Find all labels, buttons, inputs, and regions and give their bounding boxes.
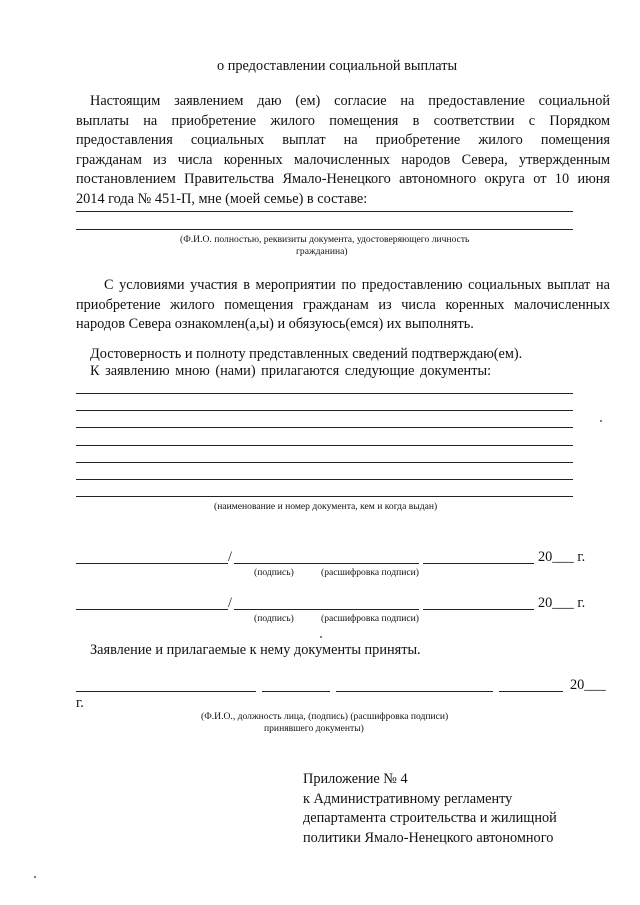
- signature-decode-caption: (расшифровка подписи): [321, 567, 419, 578]
- document-blank-line[interactable]: [76, 496, 573, 497]
- conditions-paragraph: [76, 276, 610, 335]
- document-blank-line[interactable]: [76, 479, 573, 480]
- scan-speck: [320, 636, 322, 638]
- conditions-line: С условиями участия в мероприятии по предоставлению социальных выплат на: [104, 277, 610, 293]
- accepted-statement: Заявление и прилагаемые к нему документы приняты.: [90, 642, 421, 658]
- appendix-line: Приложение № 4: [303, 771, 408, 787]
- attached-documents-heading: К заявлению мною (нами) прилагаются следующие документы:: [90, 363, 492, 379]
- consent-line: предоставления социальных выплат на приобретение жилого помещения: [76, 132, 610, 148]
- appendix-line: департамента строительства и жилищной: [303, 810, 557, 826]
- family-caption: гражданина): [296, 246, 348, 257]
- accepted-year-suffix: г.: [76, 695, 84, 711]
- document-blank-line[interactable]: [76, 445, 573, 446]
- accepted-date-blank[interactable]: [499, 691, 563, 692]
- conditions-line: народов Севера ознакомлен(а,ы) и обязуюсь(емся) их выполнять.: [76, 316, 474, 332]
- appendix-line: политики Ямало-Ненецкого автономного: [303, 829, 554, 846]
- accepted-year: 20___: [570, 677, 606, 693]
- family-blank-line[interactable]: [76, 211, 573, 212]
- document-blank-line[interactable]: [76, 410, 573, 411]
- consent-line: гражданам из числа коренных малочисленных народов Севера, утвержденным: [76, 151, 610, 168]
- reliability-statement: Достоверность и полноту представленных сведений подтверждаю(ем).: [90, 346, 523, 362]
- consent-line: постановлением Правительства Ямало-Ненецкого автономного округа от 10 июня: [76, 171, 610, 187]
- signature-year: 20___ г.: [538, 595, 586, 611]
- scan-speck: [34, 876, 36, 878]
- consent-line: 2014 года № 451-П, мне (моей семье) в составе:: [76, 190, 368, 207]
- signature-decode-blank[interactable]: [234, 609, 419, 610]
- consent-paragraph: [76, 92, 610, 209]
- signature-blank[interactable]: [76, 609, 228, 610]
- consent-line: выплаты на приобретение жилого помещения в соответствии с Порядком: [76, 112, 610, 129]
- accepted-position-blank[interactable]: [262, 691, 330, 692]
- consent-line: Настоящим заявлением даю (ем) согласие на предоставление социальной: [90, 93, 610, 109]
- signature-caption: (подпись): [254, 613, 294, 624]
- family-caption: (Ф.И.О. полностью, реквизиты документа, удостоверяющего личность: [180, 234, 470, 245]
- accepted-signature-blank[interactable]: [336, 691, 493, 692]
- signature-caption: (подпись): [254, 567, 294, 578]
- signature-date-blank[interactable]: [423, 609, 534, 610]
- document-blank-line[interactable]: [76, 462, 573, 463]
- documents-caption: (наименование и номер документа, кем и когда выдан): [214, 501, 438, 512]
- accepted-name-blank[interactable]: [76, 691, 256, 692]
- signature-blank[interactable]: [76, 563, 228, 564]
- signature-year: 20___ г.: [538, 549, 586, 565]
- accepted-caption: принявшего документы): [264, 723, 364, 734]
- appendix-line: к Административному регламенту: [303, 790, 513, 807]
- signature-decode-blank[interactable]: [234, 563, 419, 564]
- document-title: о предоставлении социальной выплаты: [217, 58, 458, 74]
- family-blank-line[interactable]: [76, 229, 573, 230]
- document-blank-line[interactable]: [76, 393, 573, 394]
- signature-date-blank[interactable]: [423, 563, 534, 564]
- scan-speck: [600, 420, 602, 422]
- accepted-caption: (Ф.И.О., должность лица, (подпись) (расшифровка подписи): [201, 711, 449, 722]
- signature-decode-caption: (расшифровка подписи): [321, 613, 419, 624]
- conditions-line: приобретение жилого помещения гражданам из числа коренных малочисленных: [76, 296, 610, 313]
- signature-slash: /: [228, 595, 232, 611]
- document-blank-line[interactable]: [76, 427, 573, 428]
- signature-slash: /: [228, 549, 232, 565]
- appendix-block: [303, 770, 557, 848]
